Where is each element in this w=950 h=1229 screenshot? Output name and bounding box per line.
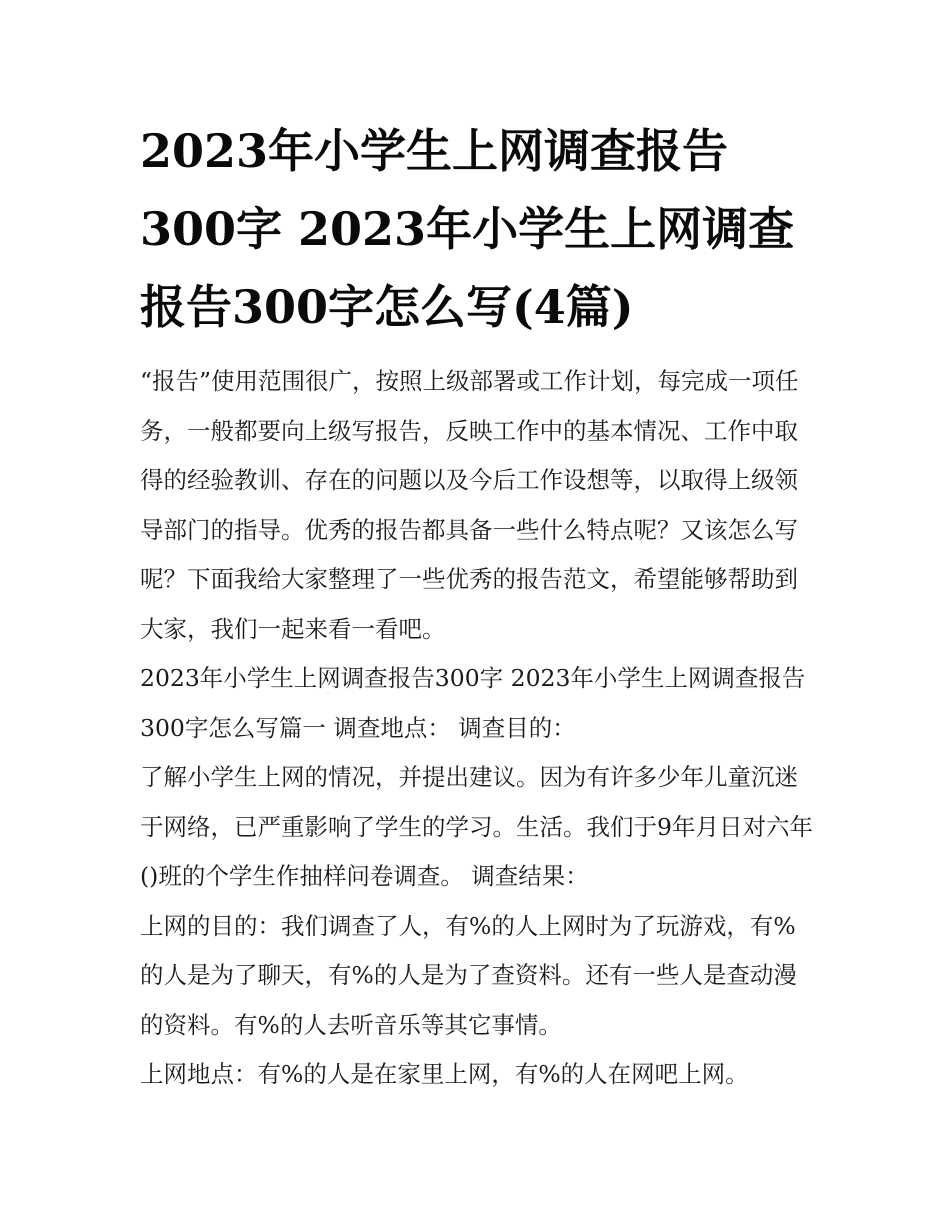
document-title: 2023年小学生上网调查报告300字 2023年小学生上网调查报告300字怎么写(4篇) <box>140 124 795 334</box>
document-body <box>140 357 818 1100</box>
online-purpose-paragraph: 上网的目的：我们调查了人，有%的人上网时为了玩游戏，有%的人是为了聊天，有%的人是为了查资料。还有一些人是查动漫的资料。有%的人去听音乐等其它事情。 <box>140 911 797 1039</box>
purpose-paragraph: 了解小学生上网的情况，并提出建议。因为有许多少年儿童沉迷于网络，已严重影响了学生的学习。生活。我们于9年月日对六年()班的个学生作抽样问卷调查。 调查结果： <box>140 763 813 890</box>
online-location-paragraph: 上网地点：有%的人是在家里上网，有%的人在网吧上网。 <box>140 1060 749 1088</box>
section-heading-paragraph: 2023年小学生上网调查报告300字 2023年小学生上网调查报告300字怎么写篇一 调查地点： 调查目的： <box>140 664 806 742</box>
intro-paragraph: “报告”使用范围很广，按照上级部署或工作计划，每完成一项任务，一般都要向上级写报告，反映工作中的基本情况、工作中取得的经验教训、存在的问题以及今后工作设想等，以取得上级领导部门的指导。优秀的报告都具备一些什么特点呢？又该怎么写呢？下面我给大家整理了一些优秀的报告范文，希望能够帮助到大家，我们一起来看一看吧。 <box>140 367 799 643</box>
